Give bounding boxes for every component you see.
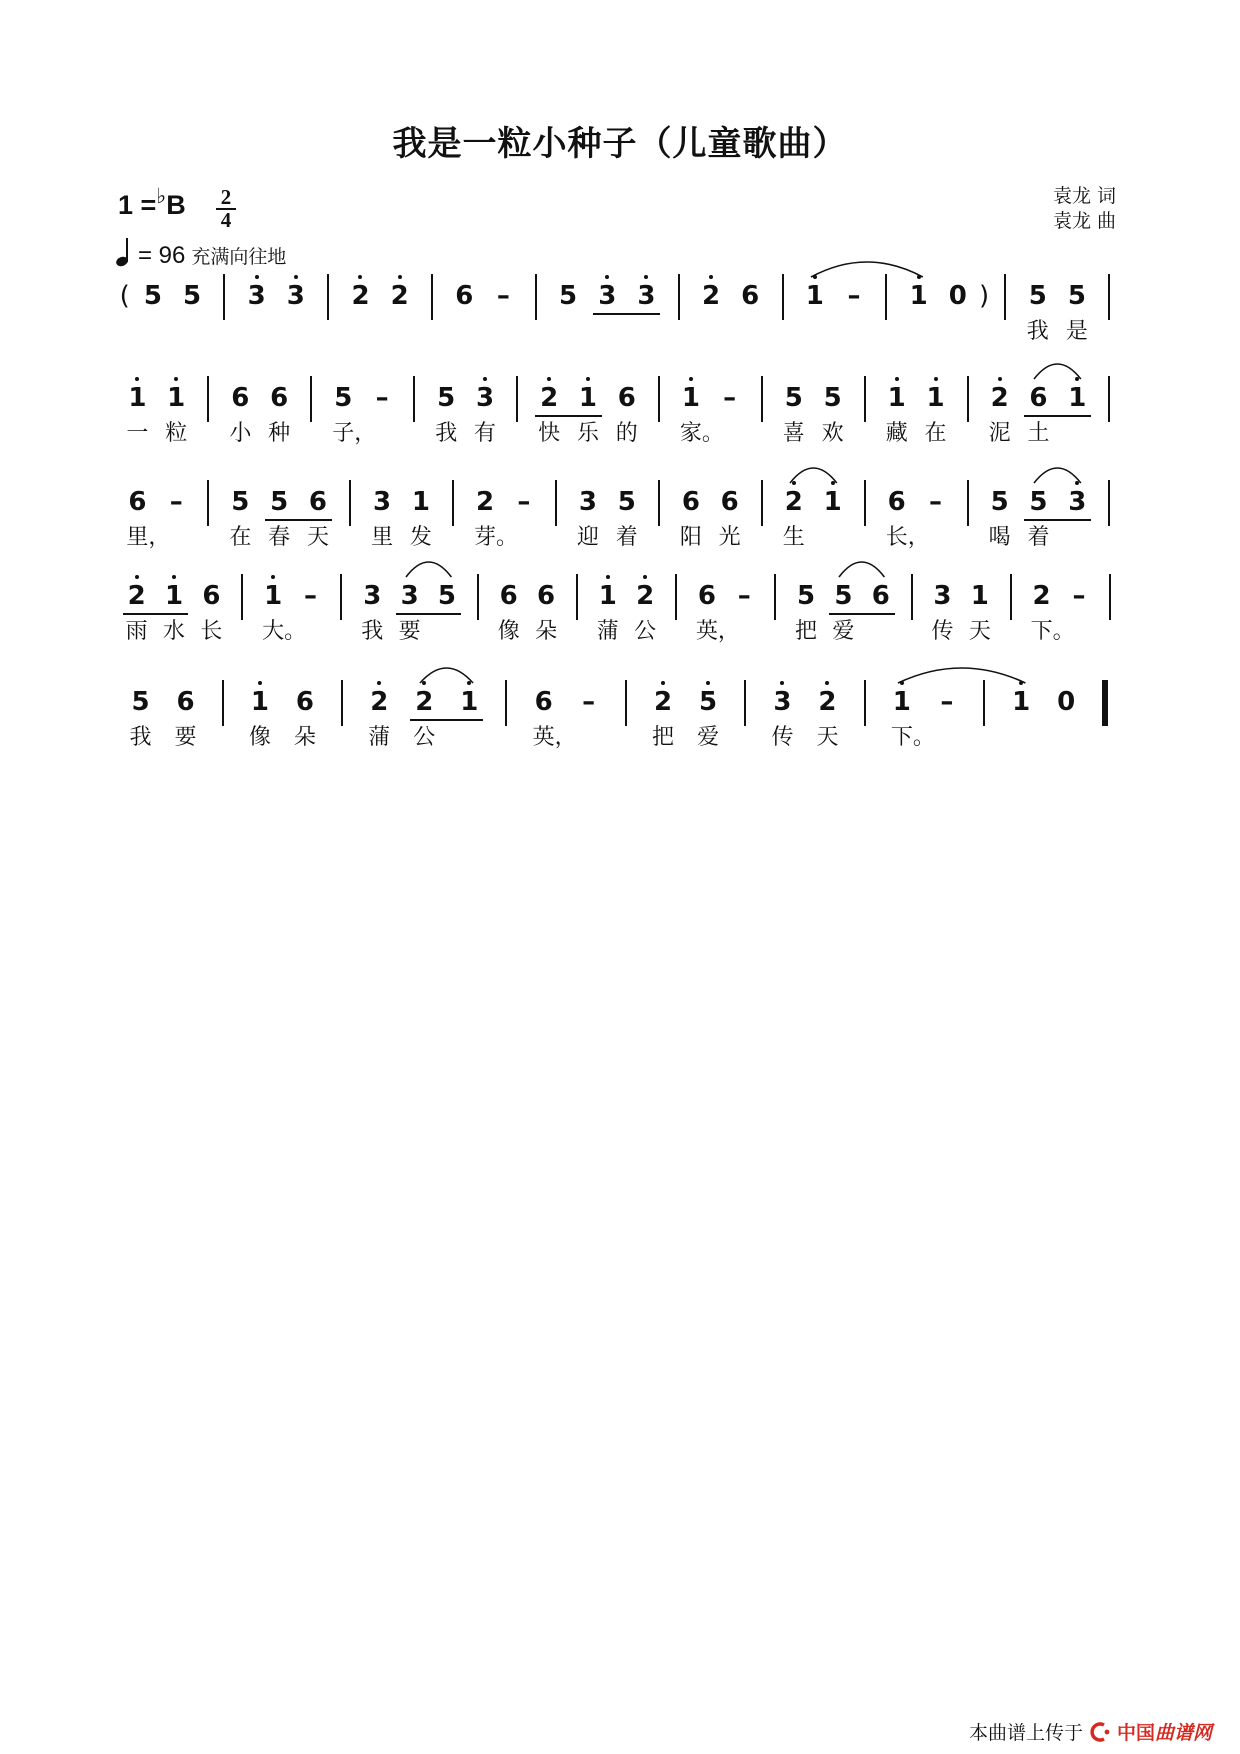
note: 6	[1029, 383, 1048, 413]
lyric: 朵	[293, 725, 316, 750]
note: 5	[231, 487, 250, 517]
beam-underline	[1024, 519, 1091, 521]
lyric: 天	[816, 725, 839, 750]
note: 1	[596, 582, 620, 610]
dash-note: –	[496, 281, 510, 311]
barline	[505, 680, 507, 726]
note: 1	[924, 384, 948, 412]
note: 6	[697, 581, 716, 611]
time-signature	[216, 185, 236, 232]
note: 3	[933, 581, 952, 611]
tie-slur	[896, 661, 1028, 687]
tie-slur	[788, 461, 839, 487]
lyric: 我	[1026, 319, 1049, 344]
note: 3	[363, 581, 382, 611]
note: 5	[182, 281, 202, 311]
lyric: 欢	[821, 421, 844, 446]
note: 1	[261, 582, 285, 610]
octave-dot	[689, 377, 693, 381]
note: 2	[651, 688, 675, 716]
note: 2	[537, 384, 561, 412]
note: 2	[988, 384, 1012, 412]
note: 2	[412, 688, 436, 716]
note: 2	[367, 688, 391, 716]
note: 2	[1032, 581, 1051, 611]
note: 5	[784, 383, 803, 413]
note: 5	[796, 581, 816, 611]
note: 2	[125, 582, 149, 610]
barline	[864, 376, 866, 422]
dash-note: –	[737, 581, 751, 611]
lyric: 里	[371, 525, 394, 550]
lyric: 粒	[165, 421, 188, 446]
note: 1	[679, 384, 703, 412]
barline	[222, 680, 224, 726]
barline	[761, 480, 763, 526]
note: 3	[373, 487, 392, 517]
tie-slur	[1032, 357, 1083, 383]
lyric: 喝	[988, 525, 1011, 550]
barline	[864, 480, 866, 526]
note: 6	[887, 487, 906, 517]
octave-dot	[255, 275, 259, 279]
note: 2	[782, 488, 806, 516]
note: 5	[559, 281, 578, 311]
note: 5	[143, 281, 162, 311]
octave-dot	[483, 377, 487, 381]
time-signature-top: 2	[220, 185, 232, 209]
lyric: 春	[268, 525, 291, 550]
credits	[1053, 184, 1116, 234]
flat-icon: ♭	[156, 185, 167, 208]
barline	[555, 480, 557, 526]
lyric: 喜	[782, 421, 805, 446]
octave-dot	[586, 377, 590, 381]
beam-underline	[265, 519, 332, 521]
note: 6	[681, 487, 700, 517]
lyric: 乐	[576, 421, 599, 446]
beam-underline	[535, 415, 602, 417]
site-logo-icon	[1087, 1722, 1115, 1742]
lyric: 是	[1065, 319, 1088, 344]
dash-note: –	[304, 581, 317, 611]
beam-underline	[410, 719, 483, 721]
octave-dot	[294, 275, 298, 279]
lyricist-credit: 袁龙 词	[1052, 185, 1116, 207]
beam-underline	[123, 613, 188, 615]
lyric: 要	[174, 725, 197, 750]
lyric: 蒲	[596, 619, 619, 644]
lyric: 把	[652, 725, 675, 750]
barline	[1108, 274, 1110, 320]
lyric: 公	[413, 725, 436, 750]
barline	[349, 480, 351, 526]
note: 2	[388, 282, 412, 310]
lyric: 着	[1027, 525, 1050, 550]
octave-dot	[398, 275, 402, 279]
lyric: 有	[474, 421, 497, 446]
note: 6	[231, 383, 250, 413]
lyric: 把	[795, 619, 818, 644]
octave-dot	[644, 275, 648, 279]
lyric: 公	[634, 619, 657, 644]
note: 3	[578, 487, 597, 517]
barline	[340, 574, 342, 620]
note: 1	[907, 282, 931, 310]
octave-dot	[709, 275, 713, 279]
note: 1	[890, 688, 914, 716]
beam-underline	[396, 613, 461, 615]
lyric: 像	[248, 725, 271, 750]
note: 1	[411, 487, 430, 517]
lyric: 下。	[890, 725, 935, 750]
note: 1	[803, 282, 827, 310]
key-prefix: 1 =	[118, 190, 157, 220]
score-row	[0, 688, 1240, 798]
dash-note: –	[582, 687, 596, 717]
octave-dot	[258, 681, 262, 685]
note: 1	[162, 582, 186, 610]
octave-dot	[998, 377, 1002, 381]
note: 2	[475, 487, 495, 517]
barline	[1108, 480, 1110, 526]
note: 5	[270, 487, 289, 517]
barline	[516, 376, 518, 422]
parenthesis: )	[979, 281, 990, 311]
barline	[658, 480, 660, 526]
barline	[625, 680, 627, 726]
tie-slur	[1032, 461, 1083, 487]
lyric: 水	[163, 619, 186, 644]
note: 6	[128, 487, 147, 517]
dash-note: –	[723, 383, 737, 413]
note: 1	[457, 688, 481, 716]
note: 6	[499, 581, 518, 611]
barline	[1010, 574, 1012, 620]
barline	[782, 274, 784, 320]
note: 6	[202, 581, 221, 611]
barline	[675, 574, 677, 620]
lyric: 阳	[679, 525, 702, 550]
note: 1	[576, 384, 600, 412]
note: 1	[970, 581, 989, 611]
note: 2	[699, 282, 723, 310]
note: 2	[633, 582, 657, 610]
lyric: 下。	[1030, 619, 1075, 644]
lyric: 长	[200, 619, 223, 644]
dash-note: –	[1072, 581, 1086, 611]
quarter-note-icon	[116, 238, 130, 266]
beam-underline	[1024, 415, 1091, 417]
tie-slur	[837, 555, 887, 581]
note: 5	[617, 487, 636, 517]
note: 6	[534, 687, 553, 717]
lyric: 子，	[332, 421, 377, 446]
note: 5	[437, 581, 457, 611]
note: 5	[823, 383, 842, 413]
octave-dot	[358, 275, 362, 279]
octave-dot	[606, 575, 610, 579]
lyric: 蒲	[368, 725, 391, 750]
footer-brand-2: 曲谱网	[1154, 1722, 1212, 1744]
lyric: 在	[924, 421, 947, 446]
barline	[967, 376, 969, 422]
barline	[1109, 574, 1111, 620]
barline	[658, 376, 660, 422]
final-barline	[1102, 680, 1108, 726]
barline	[535, 274, 537, 320]
lyric: 大。	[262, 619, 307, 644]
barline	[864, 680, 866, 726]
time-signature-bottom: 4	[220, 208, 232, 232]
lyric: 英，	[532, 725, 577, 750]
tempo-marking	[116, 238, 286, 270]
note: 6	[176, 687, 195, 717]
barline	[1108, 376, 1110, 422]
lyric: 英，	[695, 619, 740, 644]
lyric: 小	[229, 421, 252, 446]
note: 1	[821, 488, 845, 516]
lyric: 我	[361, 619, 384, 644]
note: 6	[617, 383, 636, 413]
note: 6	[455, 281, 474, 311]
lyric: 芽。	[474, 525, 519, 550]
note: 5	[334, 383, 353, 413]
lyric: 光	[718, 525, 741, 550]
note: 1	[248, 688, 272, 716]
tie-slur	[418, 661, 476, 687]
lyric: 长，	[885, 525, 930, 550]
parenthesis: (	[119, 281, 130, 311]
key-signature	[118, 185, 186, 221]
barline	[744, 680, 746, 726]
beam-underline	[829, 613, 894, 615]
note: 3	[400, 581, 419, 611]
tempo-mood: 充满向往地	[191, 246, 287, 268]
note: 5	[696, 688, 720, 716]
lyric: 生	[782, 525, 805, 550]
tie-slur	[404, 555, 454, 581]
lyric: 泥	[988, 421, 1011, 446]
note: 5	[834, 581, 853, 611]
song-title: 我是一粒小种子（儿童歌曲）	[392, 124, 848, 164]
lyric: 像	[497, 619, 520, 644]
lyric: 要	[398, 619, 421, 644]
note: 3	[1065, 488, 1089, 516]
barline	[761, 376, 763, 422]
barline	[241, 574, 243, 620]
barline	[967, 480, 969, 526]
lyric: 家。	[679, 421, 724, 446]
note: 2	[348, 282, 372, 310]
dash-note: –	[169, 487, 183, 517]
note: 3	[595, 282, 619, 310]
note: 5	[990, 487, 1009, 517]
composer-credit: 袁龙 曲	[1052, 210, 1116, 232]
lyric: 天	[968, 619, 991, 644]
note: 6	[270, 383, 289, 413]
note: 1	[125, 384, 149, 412]
dash-note: –	[929, 487, 943, 517]
octave-dot	[135, 575, 139, 579]
barline	[1004, 274, 1006, 320]
note: 6	[871, 581, 890, 611]
lyric: 迎	[576, 525, 599, 550]
note: 1	[164, 384, 188, 412]
dash-note: –	[375, 383, 389, 413]
octave-dot	[605, 275, 609, 279]
beam-underline	[593, 313, 660, 315]
dash-note: –	[517, 487, 531, 517]
note: 5	[1067, 281, 1086, 311]
lyric: 的	[615, 421, 638, 446]
note: 3	[245, 282, 269, 310]
footer-brand: 中国	[1116, 1722, 1155, 1744]
octave-dot	[895, 377, 899, 381]
lyric: 在	[229, 525, 252, 550]
dash-note: –	[940, 687, 954, 717]
note: 6	[741, 281, 760, 311]
lyric: 爱	[697, 725, 720, 750]
note: 3	[634, 282, 658, 310]
lyric: 快	[538, 421, 561, 446]
barline	[477, 574, 479, 620]
tie-slur	[809, 255, 925, 281]
lyric: 传	[931, 619, 954, 644]
score-row	[0, 582, 1240, 692]
barline	[452, 480, 454, 526]
barline	[431, 274, 433, 320]
note: 5	[437, 383, 456, 413]
note: 1	[1009, 688, 1033, 716]
lyric: 天	[306, 525, 329, 550]
barline	[774, 574, 776, 620]
note: 5	[1028, 281, 1047, 311]
octave-dot	[934, 377, 938, 381]
barline	[678, 274, 680, 320]
barline	[911, 574, 913, 620]
barline	[576, 574, 578, 620]
dash-note: –	[847, 281, 861, 311]
barline	[413, 376, 415, 422]
lyric: 一	[126, 421, 149, 446]
barline	[207, 376, 209, 422]
note: 6	[537, 581, 556, 611]
lyric: 着	[615, 525, 638, 550]
lyric: 雨	[125, 619, 148, 644]
lyric: 土	[1027, 421, 1050, 446]
note: 5	[131, 687, 150, 717]
key-note: B	[166, 190, 186, 220]
note: 1	[885, 384, 909, 412]
footer-text: 本曲谱上传于	[968, 1722, 1083, 1744]
barline	[327, 274, 329, 320]
note: 6	[295, 687, 314, 717]
note: 3	[284, 282, 308, 310]
barline	[207, 480, 209, 526]
lyric: 传	[771, 725, 794, 750]
lyric: 种	[268, 421, 291, 446]
tempo-bpm: = 96	[138, 242, 186, 269]
lyric: 里，	[126, 525, 171, 550]
note: 6	[308, 487, 327, 517]
note: 2	[815, 688, 839, 716]
lyric: 发	[409, 525, 432, 550]
lyric: 藏	[885, 421, 908, 446]
note: 5	[1029, 487, 1048, 517]
note: 3	[770, 688, 794, 716]
note: 6	[720, 487, 739, 517]
barline	[341, 680, 343, 726]
upload-footer	[969, 1718, 1212, 1745]
lyric: 我	[435, 421, 458, 446]
note: 3	[473, 384, 497, 412]
barline	[223, 274, 225, 320]
rest-note: 0	[1057, 687, 1076, 717]
lyric: 我	[129, 725, 152, 750]
barline	[310, 376, 312, 422]
note: 1	[1065, 384, 1089, 412]
rest-note: 0	[948, 281, 967, 311]
lyric: 爱	[832, 619, 855, 644]
lyric: 朵	[535, 619, 558, 644]
